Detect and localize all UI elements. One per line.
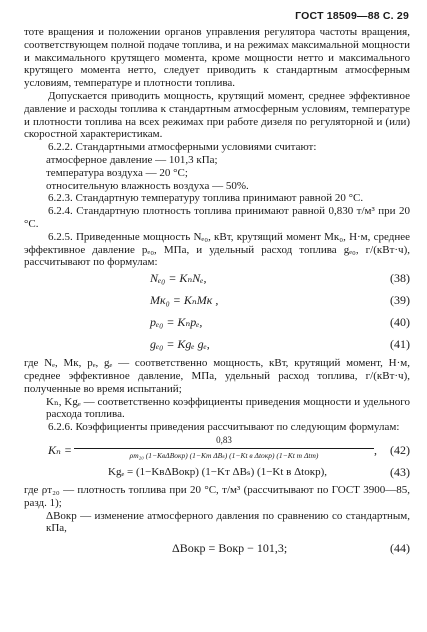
section-6-2-4: 6.2.4. Стандартную плотность топлива принимают равной 0,830 т/м³ при 20 °С. [24,205,410,230]
formula-43 [24,464,410,484]
section-6-2-6: 6.2.6. Коэффициенты приведения рассчитывают по следующим формулам: [48,421,400,434]
equation-number: (41) [390,337,410,352]
fraction-bar [74,448,374,449]
paragraph-continuation: тоте вращения и положении органов управления регулятора частоты вращения, соответствующем полной подаче топлива, и на режимах максимальной мощности и максимального крутящего момента, кроме мощности нетто и максимального крутящего момента нетто, следует приводить к стандартным атмосферным условиям, температуре и плотности топлива. [24,26,410,90]
page-header: ГОСТ 18509—88 С. 29 [295,10,409,22]
formula-lhs: Kₙ = [48,442,72,457]
paragraph-allowance: Допускается приводить мощность, крутящий момент, среднее эффективное давление и расходы топлива к стандартным атмосферным условиям, температуре и плотности топлива на всех режимах при работе дизеля по регуляторной и (или) скоростной характеристикам. [24,89,410,141]
equation-number: (42) [390,442,410,457]
definition-fuel-density: где ρт₂₀ — плотность топлива при 20 °С, т/м³ (рассчитывают по ГОСТ 3900—85, разд. 1); [24,483,410,509]
formula-text: Mк₀ = KₙMк , [150,293,219,308]
formula-text: gₑ₀ = Kgₑ gₑ, [150,337,210,352]
condition-pressure: атмосферное давление — 101,3 кПа; [46,153,218,166]
section-6-2-5: 6.2.5. Приведенные мощность Nₑ₀, кВт, крутящий момент Mк₀, Н·м, среднее эффективное давление pₑ₀, МПа, и удельный расход топлива gₑ₀, г/(кВт·ч), рассчитывают по формулам: [24,230,410,269]
section-6-2-2: 6.2.2. Стандартными атмосферными условиями считают: [48,141,317,154]
formula-42 [24,434,410,464]
formula-44 [24,539,410,561]
formula-comma: , [374,442,377,457]
formula-text: Kgₑ = (1−KвΔBокр) (1−Kт ΔBₛ) (1−Kt в Δtокр), [108,465,327,478]
condition-temperature: температура воздуха — 20 °С; [46,166,188,179]
formula-text: ΔBокр = Bокр − 101,3; [172,541,288,556]
formula-40 [24,313,410,335]
equation-number: (38) [390,271,410,286]
formula-text: Nₑ₀ = KₙNₑ, [150,271,207,286]
formula-text: pₑ₀ = Kₙpₑ, [150,315,203,330]
formula-41 [24,335,410,357]
equation-number: (44) [390,541,410,556]
document-body [24,26,410,561]
fraction-denominator: ρт₂₀ (1−KвΔBокр) (1−Kт ΔBₛ) (1−Kt в Δtокр) (1−Kt т Δtт) [129,450,319,460]
condition-humidity: относительную влажность воздуха — 50%. [46,179,249,192]
fraction-numerator: 0,83 [216,434,232,445]
formula-39 [24,291,410,313]
equation-number: (40) [390,315,410,330]
formula-38 [24,269,410,291]
definition-pressure-change: ΔBокр — изменение атмосферного давления по сравнению со стандартным, кПа, [46,509,410,535]
equation-number: (39) [390,293,410,308]
definition-coefficients: Kₙ, Kgₑ — соответственно коэффициенты приведения мощности и удельного расхода топлива. [46,395,410,421]
definition-measured-values: где Nₑ, Mк, pₑ, gₑ — соответственно мощность, кВт, крутящий момент, Н·м, среднее эффективное давление, МПа, удельный расход топлива, г/(кВт·ч), полученные во время испытаний; [24,357,410,395]
equation-number: (43) [390,464,410,479]
formula-fraction [74,434,374,463]
section-6-2-3: 6.2.3. Стандартную температуру топлива принимают равной 20 °С. [48,192,364,205]
